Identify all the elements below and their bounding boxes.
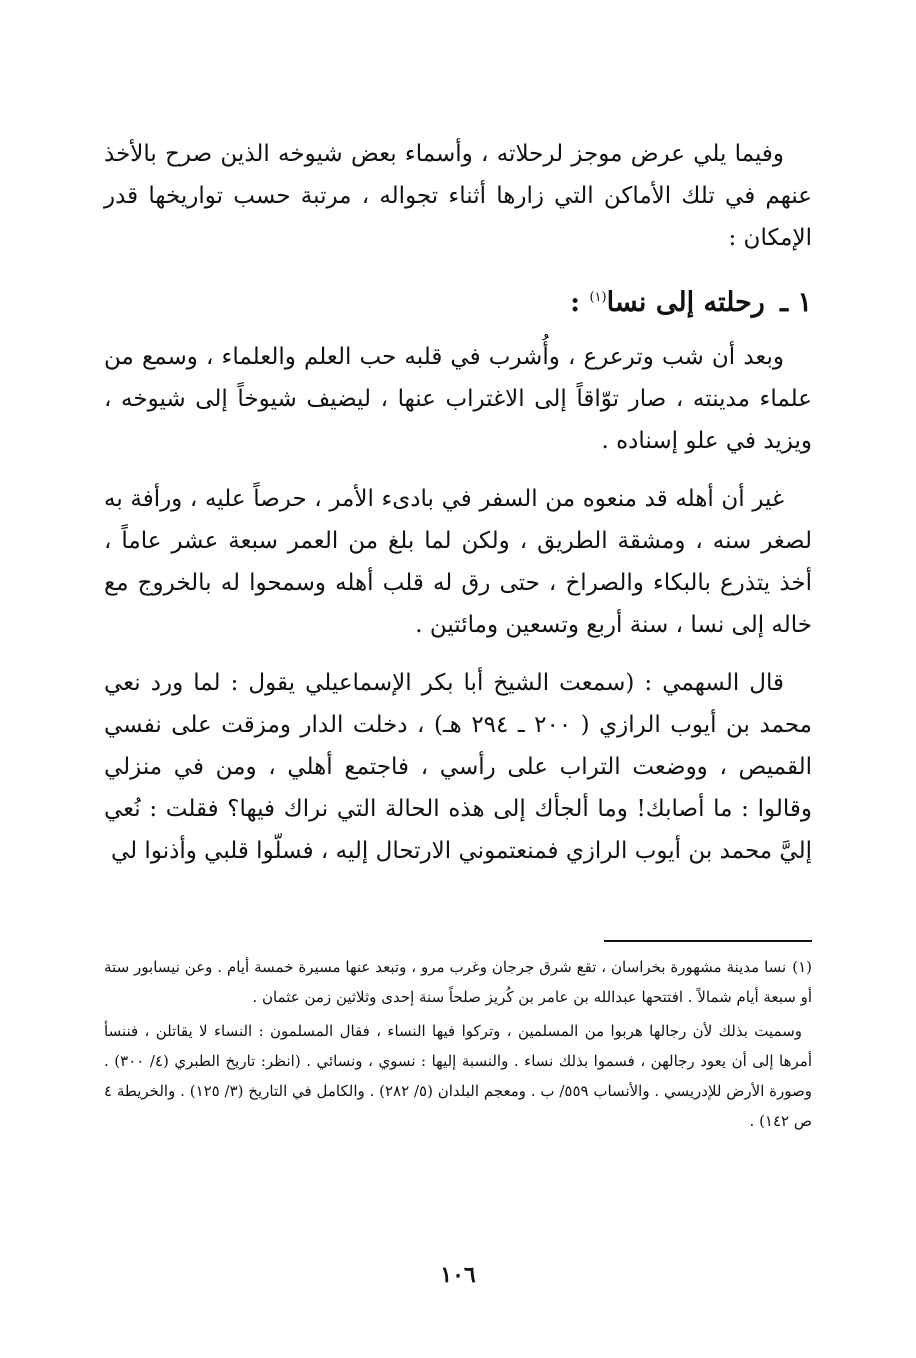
footnote-number: (١) xyxy=(792,958,812,976)
heading-colon: : xyxy=(570,287,581,318)
footnote-1 xyxy=(104,952,812,1012)
intro-paragraph: وفيما يلي عرض موجز لرحلاته ، وأسماء بعض شيوخه الذين صرح بالأخذ عنهم في تلك الأماكن التي زارها أثناء تجواله ، مرتبة حسب تواريخها قدر الإمكان : xyxy=(104,141,812,251)
footnote-1-text: نسا مدينة مشهورة بخراسان ، تقع شرق جرجان وغرب مرو ، وتبعد عنها مسيرة خمسة أيام . وعن نيسابور ستة أو سبعة أيام شمالاً . افتتحها عبدالله بن عامر بن كُريز صلحاً سنة إحدى وثلاثين زمن عثمان . xyxy=(104,958,812,1006)
heading-number: ١ ـ xyxy=(780,287,812,318)
section-heading xyxy=(104,275,812,326)
footnotes xyxy=(104,952,812,1140)
page-number: ١٠٦ xyxy=(440,1262,476,1288)
footnote-divider xyxy=(604,940,812,942)
paragraph-1: وبعد أن شب وترعرع ، وأُشرب في قلبه حب العلم والعلماء ، وسمع من علماء مدينته ، صار توّاقاً إلى الاغتراب عنها ، ليضيف شيوخاً إلى شيوخه ، ويزيد في علو إسناده . xyxy=(104,344,812,454)
paragraph-3: قال السهمي : (سمعت الشيخ أبا بكر الإسماعيلي يقول : لما ورد نعي محمد بن أيوب الرازي ( ٢٠٠ ـ ٢٩٤ هـ) ، دخلت الدار ومزقت على نفسي القميص ، ووضعت التراب على رأسي ، فاجتمع أهلي ، ومن في منزلي وقالوا : ما أصابك! وما ألجأك إلى هذه الحالة التي نراك فيها؟ فقلت : نُعي إليَّ محمد بن أيوب الرازي فمنعتموني الارتحال إليه ، فسلّوا قلبي وأذنوا لي xyxy=(104,670,812,864)
heading-title: رحلته إلى نسا xyxy=(606,287,765,318)
main-text xyxy=(104,133,812,888)
paragraph-2: غير أن أهله قد منعوه من السفر في بادىء الأمر ، حرصاً عليه ، ورأفة به لصغر سنه ، ومشقة الطريق ، ولكن لما بلغ من العمر سبعة عشر عاماً ، أخذ يتذرع بالبكاء والصراخ ، حتى رق له قلب أهله وسمحوا له بالخروج مع خاله إلى نسا ، سنة أربع وتسعين ومائتين . xyxy=(104,486,812,638)
footnote-1-continued: وسميت بذلك لأن رجالها هربوا من المسلمين ، وتركوا فيها النساء ، فقال المسلمون : النساء لا يقاتلن ، فننسأ أمرها إلى أن يعود رجالهن ، فسموا بذلك نساء . والنسبة إليها : نسوي ، ونسائي . (انظر: تاريخ الطبري (٤/ ٣٠٠) . وصورة الأرض للإدريسي . والأنساب ٥٥٩/ ب . ومعجم البلدان (٥/ ٢٨٢) . والكامل في التاريخ (٣/ ١٢٥) . والخريطة ٤ ص ١٤٢) . xyxy=(104,1022,813,1130)
footnote-reference: (١) xyxy=(589,290,607,305)
